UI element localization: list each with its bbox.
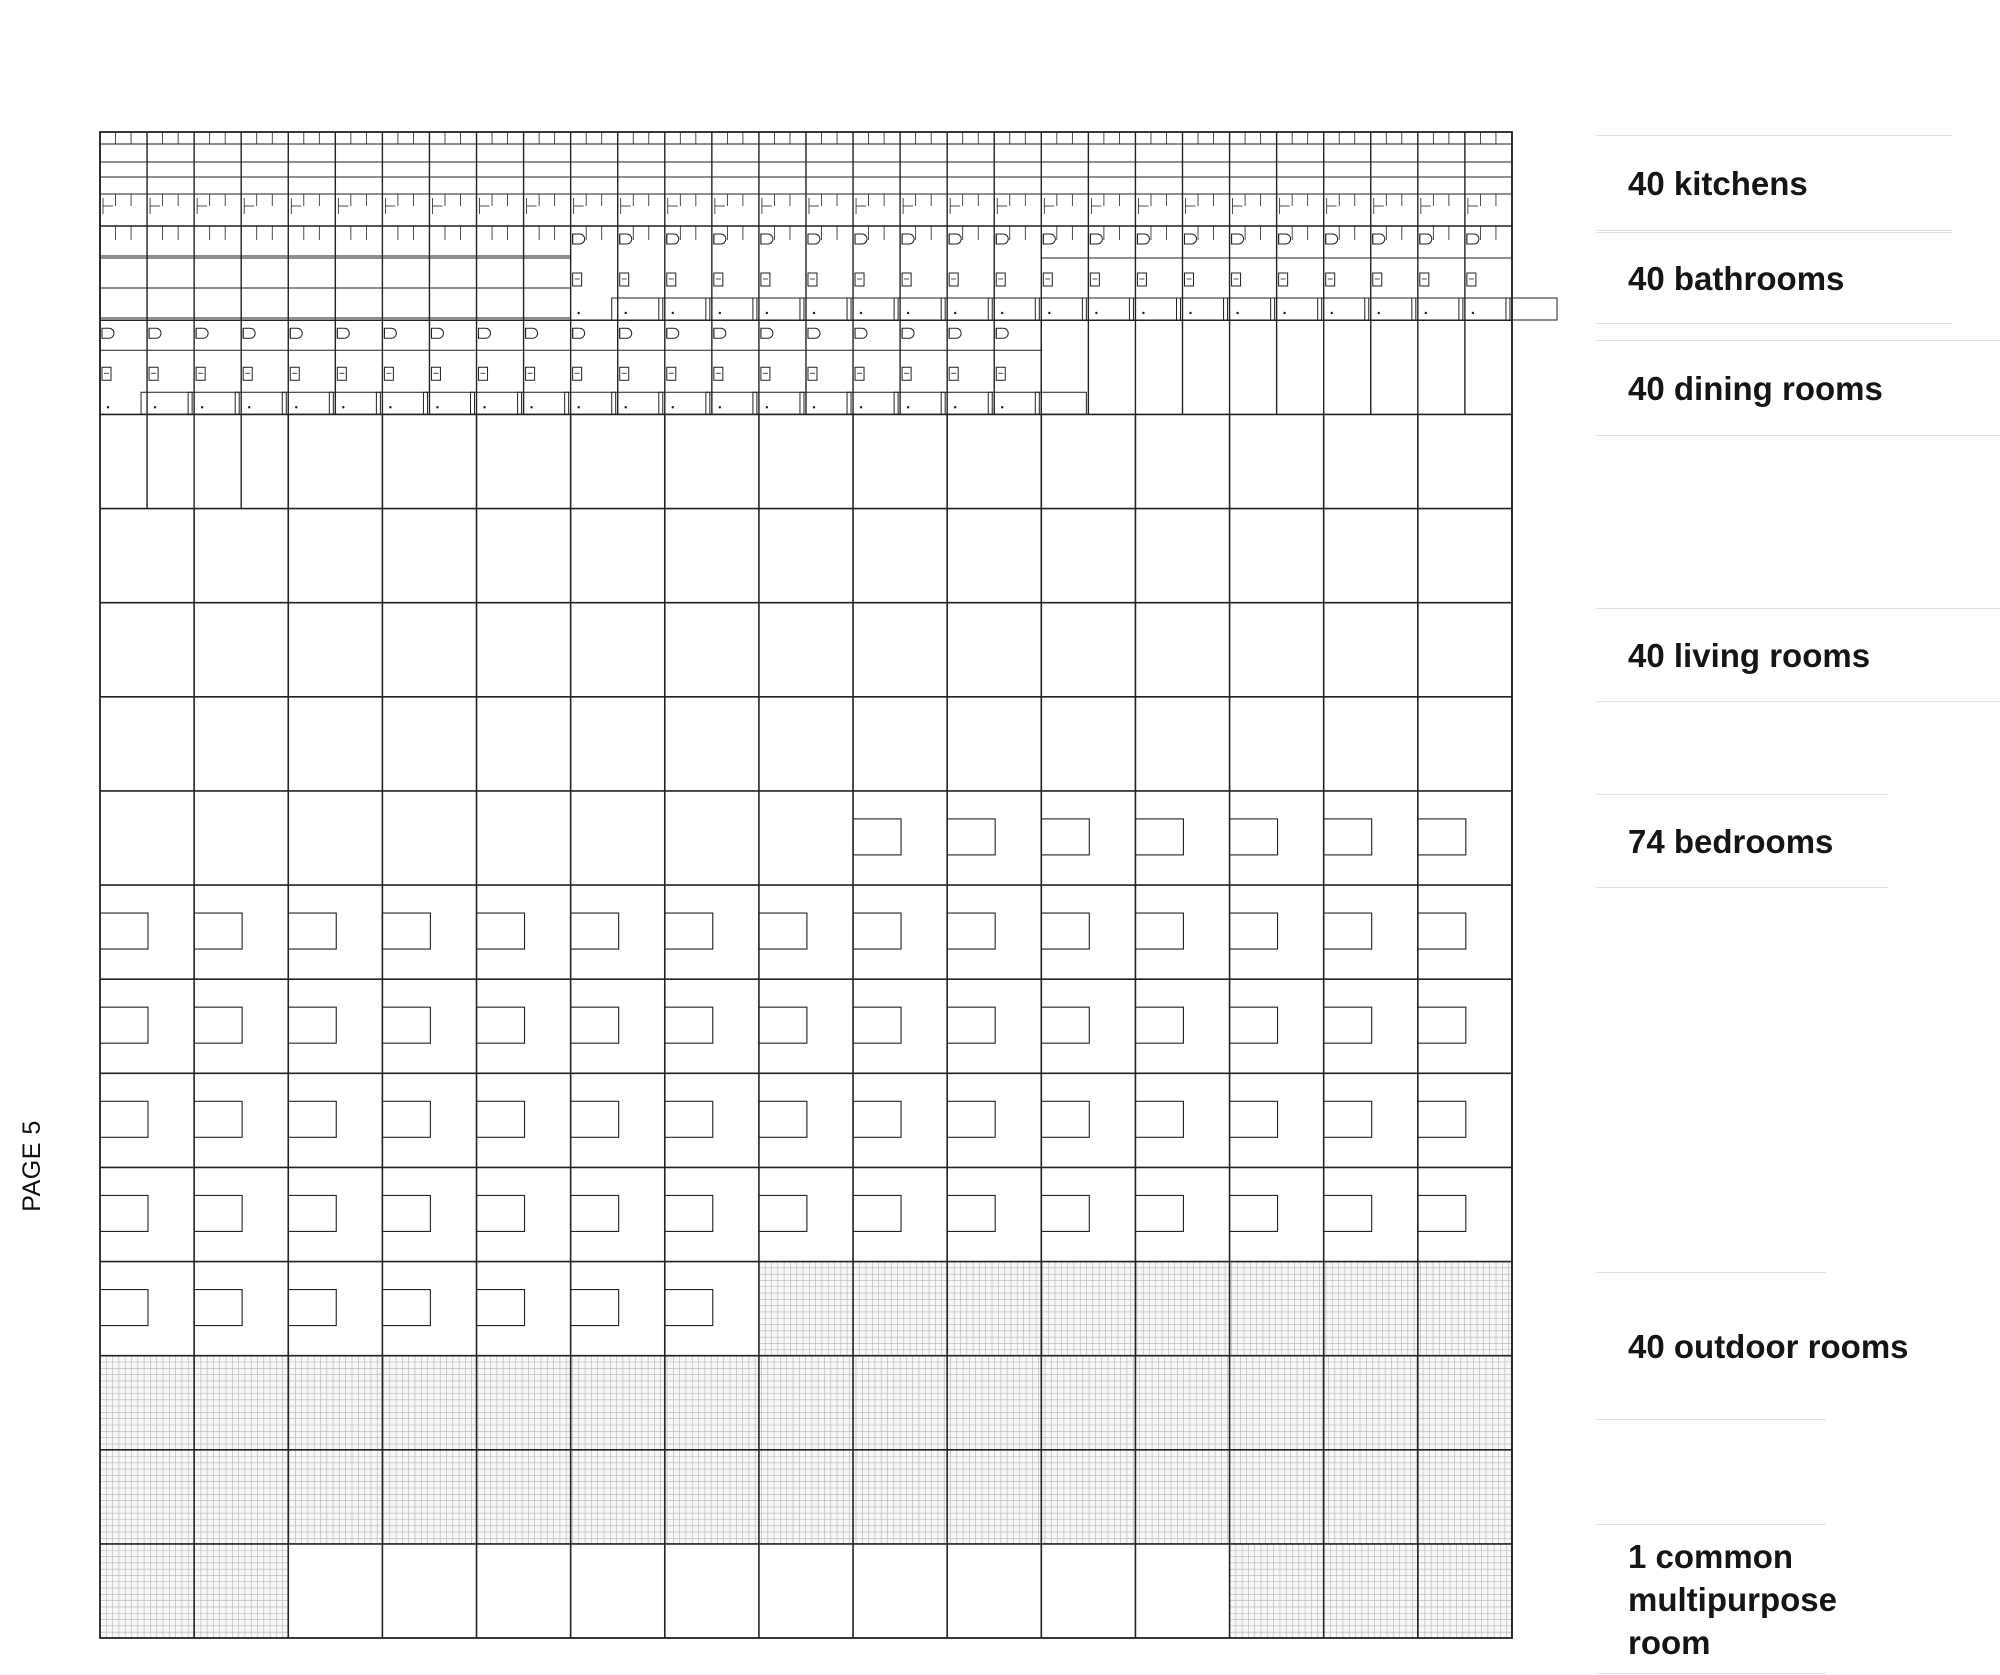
bed-icon xyxy=(1418,819,1466,855)
legend-common-label: 1 common multipurpose room xyxy=(1628,1537,1838,1661)
bathroom-toilet xyxy=(479,328,491,338)
bathroom-sink xyxy=(384,367,393,380)
bed-icon xyxy=(571,1290,619,1326)
bathroom-sink xyxy=(1184,273,1193,286)
bathroom-drain xyxy=(860,312,862,314)
bed-icon xyxy=(571,1195,619,1231)
bathroom-sink xyxy=(808,273,817,286)
bed-icon xyxy=(194,1290,242,1326)
bathroom-sink xyxy=(902,273,911,286)
bathroom-toilet xyxy=(290,328,302,338)
bathroom-sink xyxy=(1137,273,1146,286)
bed-icon xyxy=(1324,819,1372,855)
bed-icon xyxy=(100,1007,148,1043)
bathroom-sink xyxy=(243,367,252,380)
bathroom-toilet xyxy=(1420,234,1432,244)
bathroom-drain xyxy=(719,312,721,314)
bathroom-drain xyxy=(860,406,862,408)
bathroom-shower xyxy=(1129,298,1180,320)
bed-icon xyxy=(194,1195,242,1231)
legend-bedrooms xyxy=(1596,794,1888,888)
bathroom-drain xyxy=(719,406,721,408)
bathroom-toilet xyxy=(526,328,538,338)
bathroom-sink xyxy=(667,273,676,286)
bed-icon xyxy=(853,819,901,855)
bed-icon xyxy=(1041,1007,1089,1043)
bed-icon xyxy=(1324,1007,1372,1043)
bed-icon xyxy=(665,1007,713,1043)
bathroom-toilet xyxy=(1373,234,1385,244)
bathroom-shower xyxy=(847,392,898,414)
bathroom-drain xyxy=(1236,312,1238,314)
bed-icon xyxy=(477,1101,525,1137)
bathroom-toilet xyxy=(996,234,1008,244)
bathroom-shower xyxy=(1506,298,1557,320)
legend-bathrooms xyxy=(1596,232,1952,324)
bathroom-toilet xyxy=(1043,234,1055,244)
bed-icon xyxy=(1230,819,1278,855)
bed-icon xyxy=(853,1007,901,1043)
bathroom-sink xyxy=(949,367,958,380)
bathroom-shower xyxy=(423,392,474,414)
bathroom-sink xyxy=(1232,273,1241,286)
bed-icon xyxy=(382,1101,430,1137)
bed-icon xyxy=(477,1290,525,1326)
bathroom-sink xyxy=(1326,273,1335,286)
bed-icon xyxy=(1324,1101,1372,1137)
bathroom-shower xyxy=(1412,298,1463,320)
bed-icon xyxy=(665,913,713,949)
bathroom-drain xyxy=(1283,312,1285,314)
bed-icon xyxy=(1041,1195,1089,1231)
bathroom-toilet xyxy=(1467,234,1479,244)
bathroom-shower xyxy=(1035,392,1086,414)
bathroom-sink xyxy=(855,273,864,286)
bed-icon xyxy=(288,1195,336,1231)
bed-icon xyxy=(1324,1195,1372,1231)
bathroom-shower xyxy=(565,392,616,414)
bathroom-sink xyxy=(949,273,958,286)
bathroom-drain xyxy=(1142,312,1144,314)
bathroom-shower xyxy=(894,298,945,320)
bathroom-drain xyxy=(1378,312,1380,314)
bed-icon xyxy=(194,1007,242,1043)
bathroom-drain xyxy=(1001,406,1003,408)
bed-icon xyxy=(571,1101,619,1137)
bathroom-sink xyxy=(620,273,629,286)
legend-dining-rooms xyxy=(1596,340,2000,436)
furniture-symbols xyxy=(100,132,1557,1326)
bathroom-toilet xyxy=(431,328,443,338)
bathroom-toilet xyxy=(1090,234,1102,244)
legend-bedrooms-label: 74 bedrooms xyxy=(1628,822,1834,860)
bathroom-drain xyxy=(389,406,391,408)
bathroom-drain xyxy=(248,406,250,408)
bathroom-drain xyxy=(766,406,768,408)
bathroom-shower xyxy=(1082,298,1133,320)
bed-icon xyxy=(1418,1007,1466,1043)
bathroom-shower xyxy=(941,298,992,320)
bathroom-drain xyxy=(436,406,438,408)
bathroom-toilet xyxy=(808,328,820,338)
bed-icon xyxy=(1418,1101,1466,1137)
bathroom-drain xyxy=(342,406,344,408)
bathroom-drain xyxy=(1095,312,1097,314)
bathroom-toilet xyxy=(855,234,867,244)
bathroom-shower xyxy=(188,392,239,414)
bathroom-shower xyxy=(800,298,851,320)
bathroom-sink xyxy=(761,273,770,286)
bathroom-shower xyxy=(1318,298,1369,320)
bed-icon xyxy=(759,913,807,949)
bathroom-drain xyxy=(907,406,909,408)
bathroom-drain xyxy=(154,406,156,408)
bathroom-toilet xyxy=(1326,234,1338,244)
bathroom-shower xyxy=(612,392,663,414)
bed-icon xyxy=(382,913,430,949)
bed-icon xyxy=(1230,1195,1278,1231)
bathroom-toilet xyxy=(573,234,585,244)
bed-icon xyxy=(382,1290,430,1326)
bathroom-sink xyxy=(761,367,770,380)
bathroom-drain xyxy=(577,406,579,408)
legend-living-label: 40 living rooms xyxy=(1628,636,1871,674)
bathroom-toilet xyxy=(1232,234,1244,244)
bathroom-toilet xyxy=(902,234,914,244)
bathroom-sink xyxy=(1467,273,1476,286)
bed-icon xyxy=(1041,1101,1089,1137)
bathroom-sink xyxy=(431,367,440,380)
bathroom-sink xyxy=(1090,273,1099,286)
bathroom-shower xyxy=(988,298,1039,320)
bathroom-sink xyxy=(1420,273,1429,286)
bed-icon xyxy=(947,1195,995,1231)
page-number: PAGE 5 xyxy=(17,1120,46,1212)
bathroom-toilet xyxy=(667,234,679,244)
bathroom-drain xyxy=(813,406,815,408)
bed-icon xyxy=(100,1101,148,1137)
bathroom-shower xyxy=(141,392,192,414)
bathroom-sink xyxy=(149,367,158,380)
bed-icon xyxy=(288,913,336,949)
bathroom-sink xyxy=(573,273,582,286)
bathroom-toilet xyxy=(714,234,726,244)
bathroom-drain xyxy=(530,406,532,408)
bathroom-sink xyxy=(1373,273,1382,286)
bathroom-sink xyxy=(337,367,346,380)
legend-living-rooms xyxy=(1596,608,2000,702)
bathroom-shower xyxy=(659,392,710,414)
bathroom-sink xyxy=(902,367,911,380)
bed-icon xyxy=(759,1195,807,1231)
bathroom-toilet xyxy=(667,328,679,338)
bed-icon xyxy=(853,913,901,949)
legend-common-room xyxy=(1596,1524,1838,1674)
bathroom-shower xyxy=(235,392,286,414)
bathroom-toilet xyxy=(620,328,632,338)
bathroom-toilet xyxy=(714,328,726,338)
legend-dining-label: 40 dining rooms xyxy=(1628,369,1883,407)
bed-icon xyxy=(288,1290,336,1326)
bathroom-shower xyxy=(471,392,522,414)
bathroom-toilet xyxy=(573,328,585,338)
bed-icon xyxy=(571,913,619,949)
bathroom-drain xyxy=(107,406,109,408)
bed-icon xyxy=(759,1101,807,1137)
bed-icon xyxy=(947,819,995,855)
bathroom-drain xyxy=(813,312,815,314)
bathroom-shower xyxy=(988,392,1039,414)
bed-icon xyxy=(759,1007,807,1043)
bathroom-toilet xyxy=(337,328,349,338)
bathroom-sink xyxy=(526,367,535,380)
bed-icon xyxy=(1135,1007,1183,1043)
bathroom-sink xyxy=(1279,273,1288,286)
bathroom-toilet xyxy=(243,328,255,338)
bathroom-toilet xyxy=(149,328,161,338)
bed-icon xyxy=(853,1195,901,1231)
bathroom-sink xyxy=(1043,273,1052,286)
bed-icon xyxy=(947,1007,995,1043)
bed-icon xyxy=(665,1290,713,1326)
bed-icon xyxy=(1041,913,1089,949)
legend-outdoor-label: 40 outdoor rooms xyxy=(1628,1327,1909,1365)
bathroom-toilet xyxy=(761,328,773,338)
bathroom-toilet xyxy=(1184,234,1196,244)
bed-icon xyxy=(853,1101,901,1137)
bathroom-sink xyxy=(196,367,205,380)
bathroom-drain xyxy=(577,312,579,314)
bed-icon xyxy=(571,1007,619,1043)
bathroom-sink xyxy=(479,367,488,380)
bed-icon xyxy=(194,1101,242,1137)
bed-icon xyxy=(1041,819,1089,855)
bed-icon xyxy=(194,913,242,949)
bathroom-shower xyxy=(376,392,427,414)
bathroom-sink xyxy=(855,367,864,380)
bathroom-sink xyxy=(573,367,582,380)
legend-kitchens-label: 40 kitchens xyxy=(1628,164,1808,202)
bathroom-drain xyxy=(1425,312,1427,314)
bathroom-drain xyxy=(1048,312,1050,314)
bed-icon xyxy=(1230,1101,1278,1137)
bathroom-shower xyxy=(753,298,804,320)
bathroom-sink xyxy=(667,367,676,380)
bathroom-toilet xyxy=(196,328,208,338)
bathroom-shower xyxy=(1459,298,1510,320)
bed-icon xyxy=(1230,913,1278,949)
bed-icon xyxy=(1418,913,1466,949)
bed-icon xyxy=(1324,913,1372,949)
bathroom-shower xyxy=(659,298,710,320)
bathroom-drain xyxy=(625,312,627,314)
bathroom-shower xyxy=(941,392,992,414)
legend-bathrooms-label: 40 bathrooms xyxy=(1628,259,1845,297)
bed-icon xyxy=(1135,1101,1183,1137)
bathroom-toilet xyxy=(902,328,914,338)
bathroom-toilet xyxy=(949,234,961,244)
bathroom-shower xyxy=(800,392,851,414)
bathroom-shower xyxy=(1035,298,1086,320)
legend-kitchens xyxy=(1596,135,1952,231)
bathroom-sink xyxy=(996,273,1005,286)
bathroom-drain xyxy=(766,312,768,314)
bathroom-toilet xyxy=(761,234,773,244)
bathroom-toilet xyxy=(949,328,961,338)
bathroom-drain xyxy=(201,406,203,408)
bathroom-shower xyxy=(894,392,945,414)
bed-icon xyxy=(1230,1007,1278,1043)
bathroom-drain xyxy=(1330,312,1332,314)
bathroom-drain xyxy=(954,406,956,408)
bed-icon xyxy=(382,1195,430,1231)
bathroom-sink xyxy=(714,273,723,286)
bathroom-toilet xyxy=(620,234,632,244)
bathroom-drain xyxy=(1472,312,1474,314)
bathroom-shower xyxy=(518,392,569,414)
bathroom-drain xyxy=(672,406,674,408)
bathroom-shower xyxy=(847,298,898,320)
bathroom-shower xyxy=(282,392,333,414)
bathroom-toilet xyxy=(855,328,867,338)
bed-icon xyxy=(1135,913,1183,949)
bathroom-shower xyxy=(753,392,804,414)
bathroom-toilet xyxy=(1279,234,1291,244)
bathroom-toilet xyxy=(996,328,1008,338)
bathroom-shower xyxy=(1176,298,1227,320)
bed-icon xyxy=(477,1007,525,1043)
bathroom-drain xyxy=(295,406,297,408)
bathroom-shower xyxy=(1224,298,1275,320)
bed-icon xyxy=(947,1101,995,1137)
bathroom-shower xyxy=(706,392,757,414)
bathroom-sink xyxy=(102,367,111,380)
bed-icon xyxy=(1135,1195,1183,1231)
bathroom-drain xyxy=(1001,312,1003,314)
bed-icon xyxy=(100,1195,148,1231)
bathroom-toilet xyxy=(102,328,114,338)
bathroom-shower xyxy=(1365,298,1416,320)
bed-icon xyxy=(288,1007,336,1043)
bed-icon xyxy=(477,913,525,949)
bathroom-sink xyxy=(290,367,299,380)
bed-icon xyxy=(1418,1195,1466,1231)
bed-icon xyxy=(947,913,995,949)
bathroom-drain xyxy=(907,312,909,314)
bed-icon xyxy=(288,1101,336,1137)
bed-icon xyxy=(100,1290,148,1326)
bathroom-toilet xyxy=(808,234,820,244)
bathroom-shower xyxy=(612,298,663,320)
bathroom-sink xyxy=(620,367,629,380)
bathroom-sink xyxy=(714,367,723,380)
bathroom-shower xyxy=(329,392,380,414)
bed-icon xyxy=(100,913,148,949)
bathroom-drain xyxy=(672,312,674,314)
bathroom-shower xyxy=(706,298,757,320)
bed-icon xyxy=(665,1195,713,1231)
legend-outdoor-rooms xyxy=(1596,1272,1909,1420)
bathroom-toilet xyxy=(384,328,396,338)
bed-icon xyxy=(477,1195,525,1231)
bathroom-sink xyxy=(996,367,1005,380)
bathroom-drain xyxy=(483,406,485,408)
bathroom-drain xyxy=(1189,312,1191,314)
bathroom-drain xyxy=(954,312,956,314)
bed-icon xyxy=(382,1007,430,1043)
bathroom-toilet xyxy=(1137,234,1149,244)
bathroom-drain xyxy=(625,406,627,408)
bathroom-shower xyxy=(1271,298,1322,320)
outdoor-room xyxy=(1230,1544,1512,1638)
bed-icon xyxy=(1135,819,1183,855)
bathroom-sink xyxy=(808,367,817,380)
bed-icon xyxy=(665,1101,713,1137)
